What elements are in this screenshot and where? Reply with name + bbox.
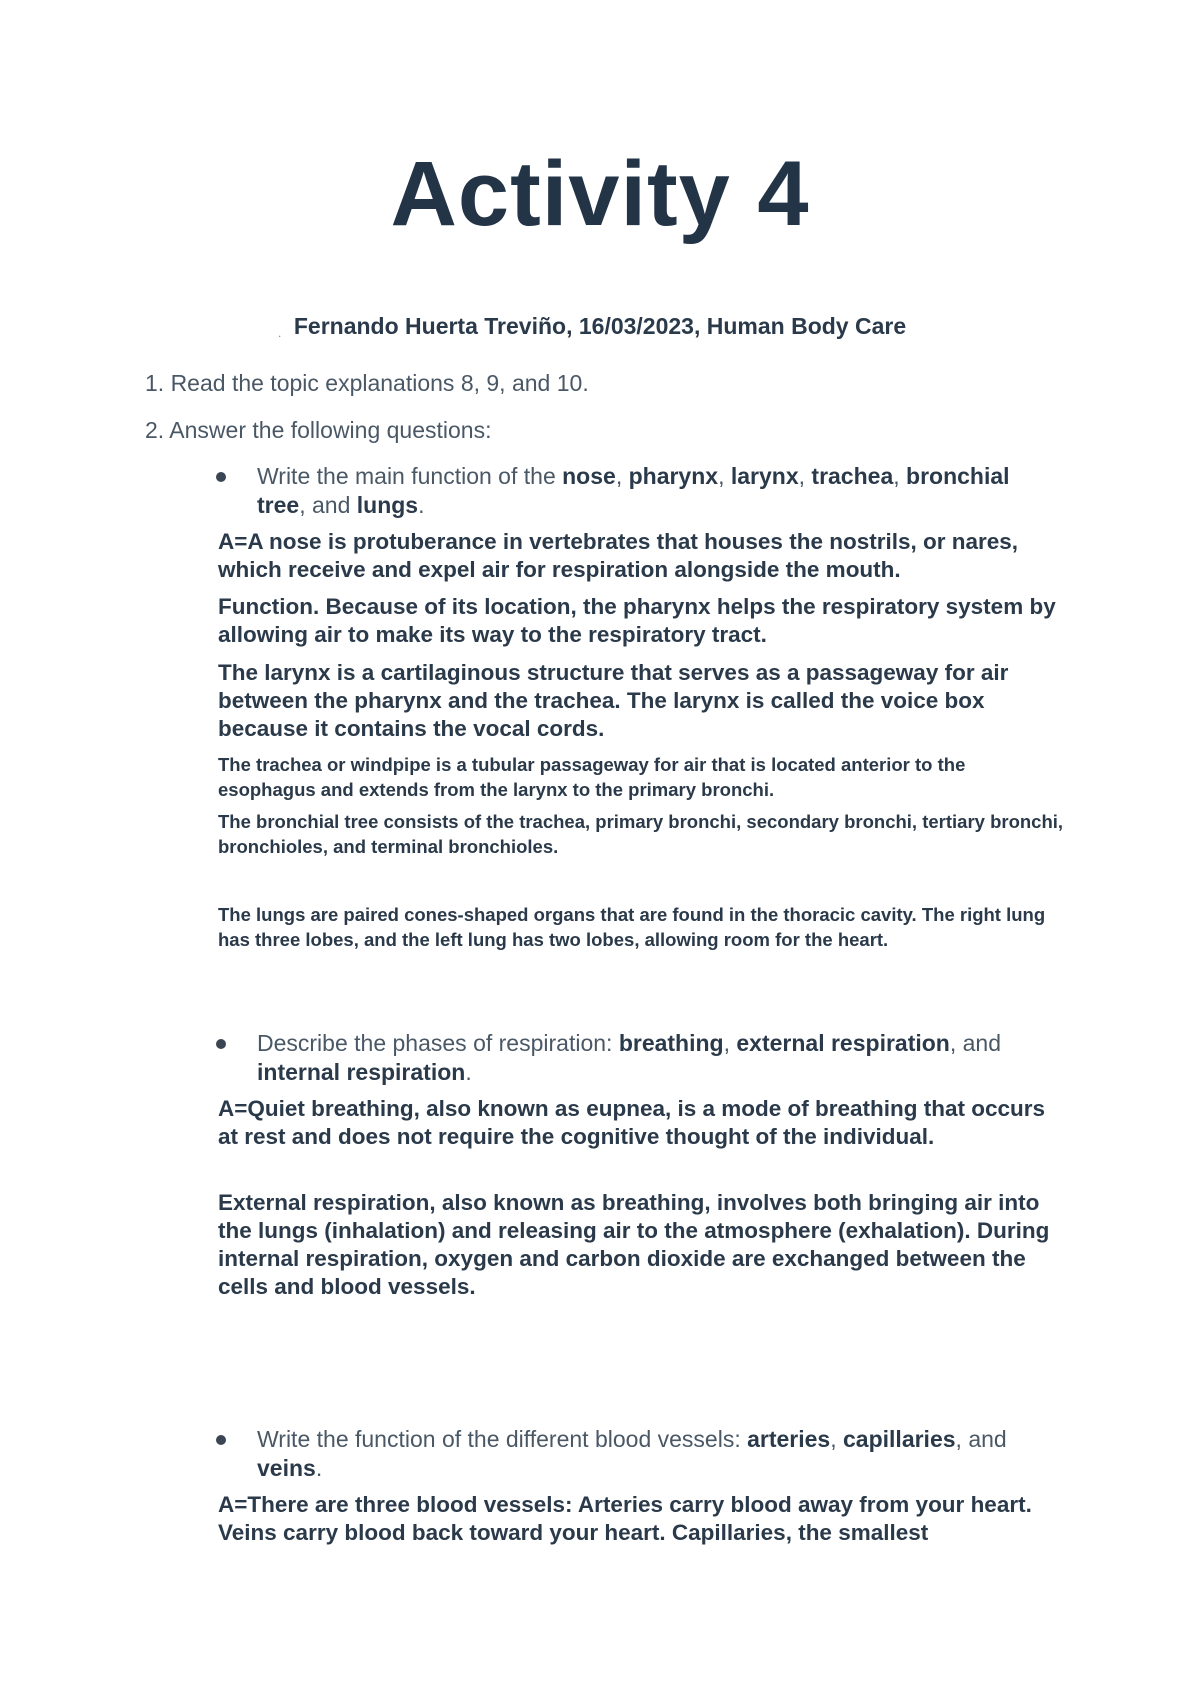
question-3 [222,1425,1062,1483]
bullet-icon [216,472,226,482]
bullet-icon [216,1039,226,1049]
answer-lungs: The lungs are paired cones-shaped organs that are found in the thoracic cavity. The right lung has three lobes, and the left lung has two lobes, allowing room for the heart. [218,904,1046,950]
answer-bronchial-tree: The bronchial tree consists of the trachea, primary bronchi, secondary bronchi, tertiary bronchi, bronchioles, and terminal bronchioles. [218,811,1064,857]
question-1-text: Write the main function of the nose, pharynx, larynx, trachea, bronchial tree, and lungs. [257,463,1010,518]
stray-marker: . [278,326,282,340]
answer-trachea: The trachea or windpipe is a tubular passageway for air that is located anterior to the esophagus and extends from the larynx to the primary bronchi. [218,754,966,800]
author-date-course: Fernando Huerta Treviño, 16/03/2023, Human Body Care [293,313,907,339]
answer-blood-vessels: A=There are three blood vessels: Arteries carry blood away from your heart. Veins carry blood back toward your heart. Capillaries, the smallest [218,1492,1032,1545]
answer-breathing: A=Quiet breathing, also known as eupnea, is a mode of breathing that occurs at rest and does not require the cognitive thought of the individual. [218,1096,1046,1149]
question-3-text: Write the function of the different blood vessels: arteries, capillaries, and veins. [257,1426,1007,1481]
question-2-text: Describe the phases of respiration: breathing, external respiration, and internal respiration. [257,1030,1001,1085]
instruction-1: 1. Read the topic explanations 8, 9, and 10. [145,370,589,396]
question-2 [222,1029,1062,1087]
page-title: Activity 4 [390,143,810,245]
answer-pharynx: Function. Because of its location, the pharynx helps the respiratory system by allowing air to make its way to the respiratory tract. [218,594,1056,647]
answer-external-internal-respiration: External respiration, also known as breathing, involves both bringing air into the lungs (inhalation) and releasing air to the atmosphere (exhalation). During internal respiration, oxygen and carbon dioxide are exchanged between the cells and blood vessels. [218,1190,1050,1299]
bullet-icon [216,1435,226,1445]
answer-larynx: The larynx is a cartilaginous structure that serves as a passageway for air between the pharynx and the trachea. The larynx is called the voice box because it contains the vocal cords. [218,660,1009,741]
answer-nose: A=A nose is protuberance in vertebrates that houses the nostrils, or nares, which receive and expel air for respiration alongside the mouth. [218,529,1019,582]
question-1 [222,462,1062,520]
instruction-2: 2. Answer the following questions: [145,417,492,443]
